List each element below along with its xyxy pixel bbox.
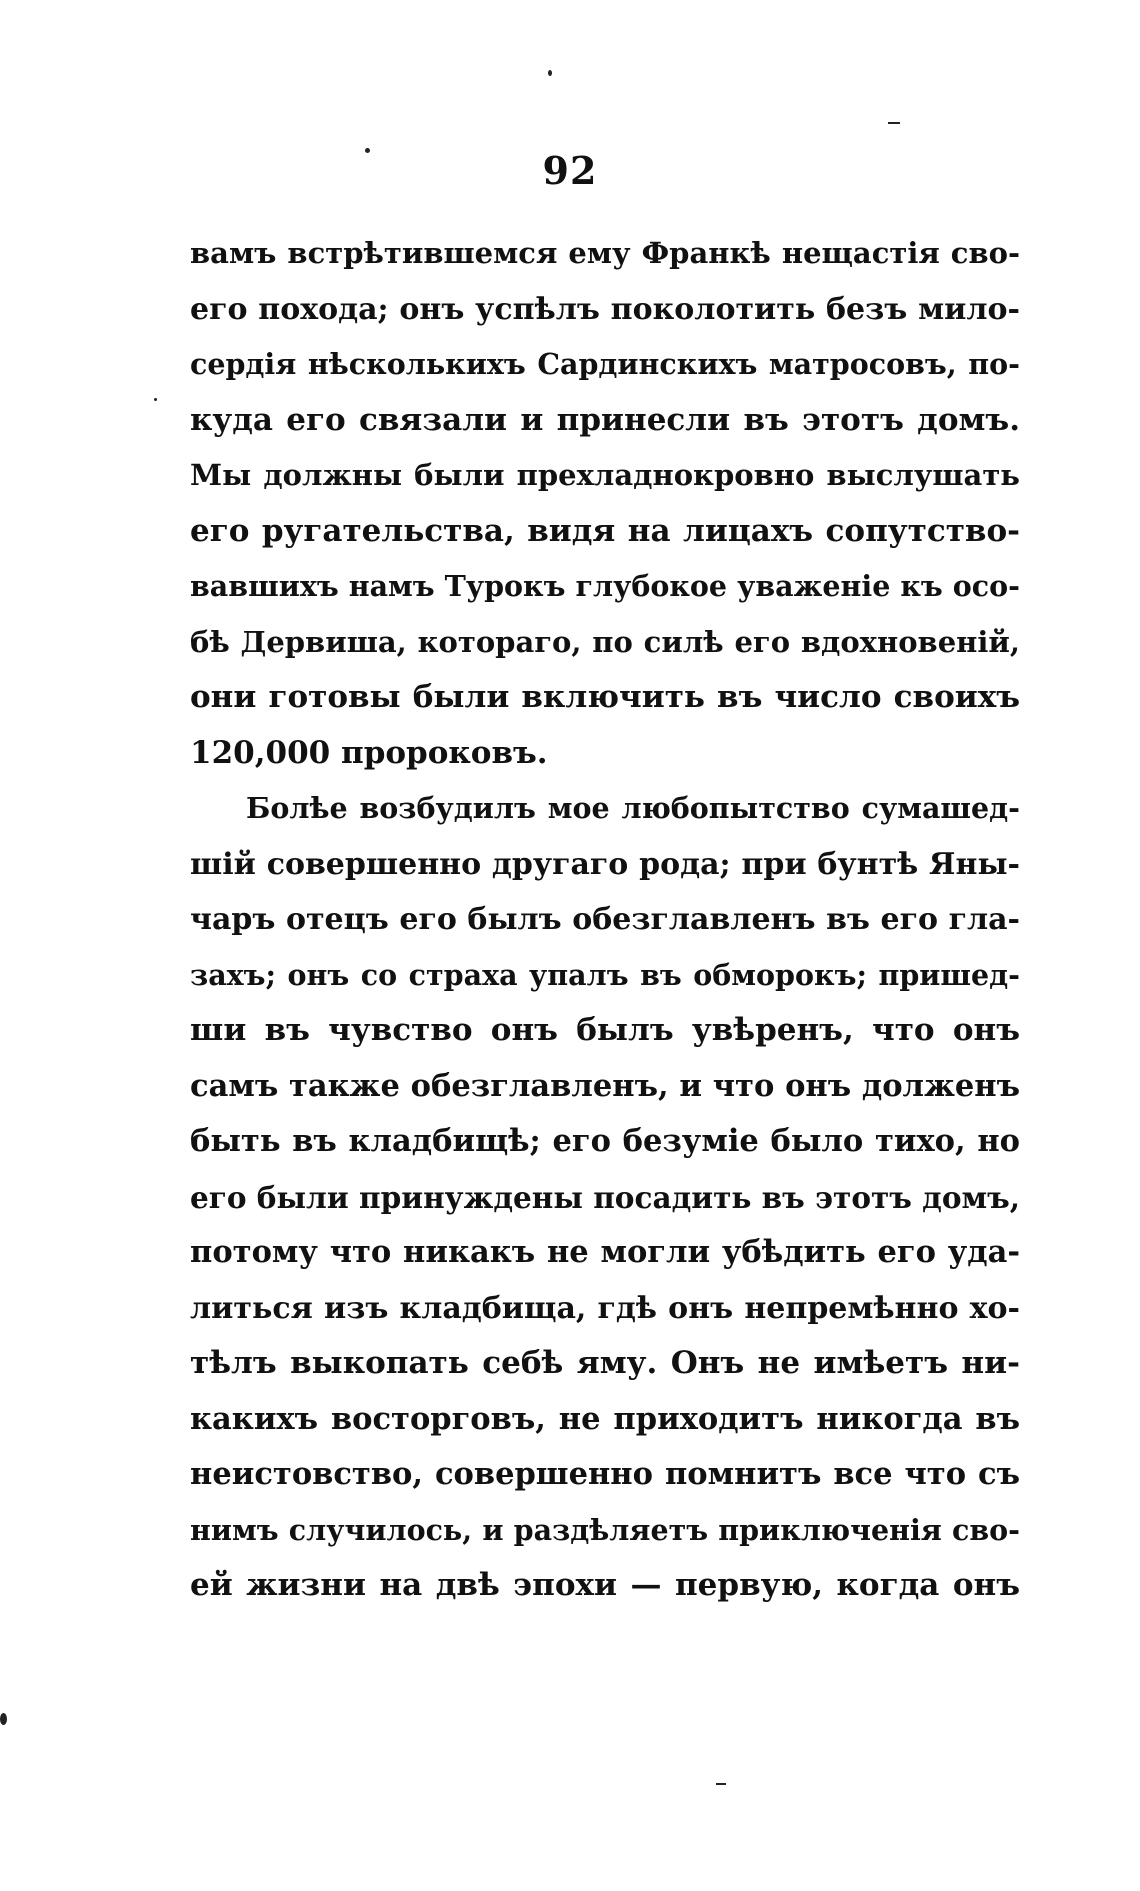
text-line: шій совершенно другаго рода; при бунтѣ Яны- [190,846,1020,882]
scan-speck [365,148,370,153]
paragraph-start-line: Болѣе возбудилъ мое любопытство сумашед- [246,791,1020,825]
text-line: ей жизни на двѣ эпохи — первую, когда онъ [190,1567,1020,1603]
text-line: захъ; онъ со страха упалъ въ обморокъ; пришед- [190,957,1020,992]
paragraph-end-line: 120,000 пророковъ. [190,734,548,771]
scan-speck [888,122,900,124]
text-line: вамъ встрѣтившемся ему Франкѣ нещастія сво- [190,236,1020,270]
text-line: его были принуждены посадить въ этотъ домъ, [190,1179,1021,1215]
text-line: его ругательства, видя на лицахъ сопутство- [190,512,1020,549]
body-text [190,226,1020,1614]
text-line: куда его связали и принесли въ этотъ домъ. [190,401,1020,438]
scan-speck [0,1713,7,1725]
text-line: бѣ Дервиша, котораго, по силѣ его вдохновеній, [190,624,1020,659]
scan-speck [154,398,157,401]
text-line: Мы должны были прехладнокровно выслушать [190,458,1020,492]
text-line: быть въ кладбищѣ; его безуміе было тихо, но [190,1123,1020,1159]
text-line: литься изъ кладбища, гдѣ онъ непремѣнно хо- [190,1290,1020,1326]
text-line: они готовы были включить въ число своихъ [190,679,1020,715]
text-line: его похода; онъ успѣлъ поколотить безъ мило- [190,291,1020,327]
page-number: 92 [542,148,598,193]
text-line: какихъ восторговъ, не приходитъ никогда въ [190,1400,1020,1437]
text-line: самъ также обезглавленъ, и что онъ долженъ [190,1067,1020,1104]
text-line: чаръ отецъ его былъ обезглавленъ въ его гла- [190,902,1020,937]
text-line: неистовство, совершенно помнитъ все что съ [190,1456,1020,1492]
text-line: потому что никакъ не могли убѣдить его уда- [190,1234,1020,1270]
text-line: ши въ чувство онъ былъ увѣренъ, что онъ [190,1012,1020,1048]
text-line: сердія нѣсколькихъ Сардинскихъ матросовъ, по- [190,347,1020,381]
scan-speck [548,70,552,76]
scan-speck [716,1783,726,1785]
text-line: нимъ случилось, и раздѣляетъ приключенія сво- [190,1512,1020,1547]
text-line: тѣлъ выкопать себѣ яму. Онъ не имѣетъ ни- [190,1345,1020,1381]
text-line: вавшихъ намъ Турокъ глубокое уваженіе къ осо- [190,569,1020,603]
